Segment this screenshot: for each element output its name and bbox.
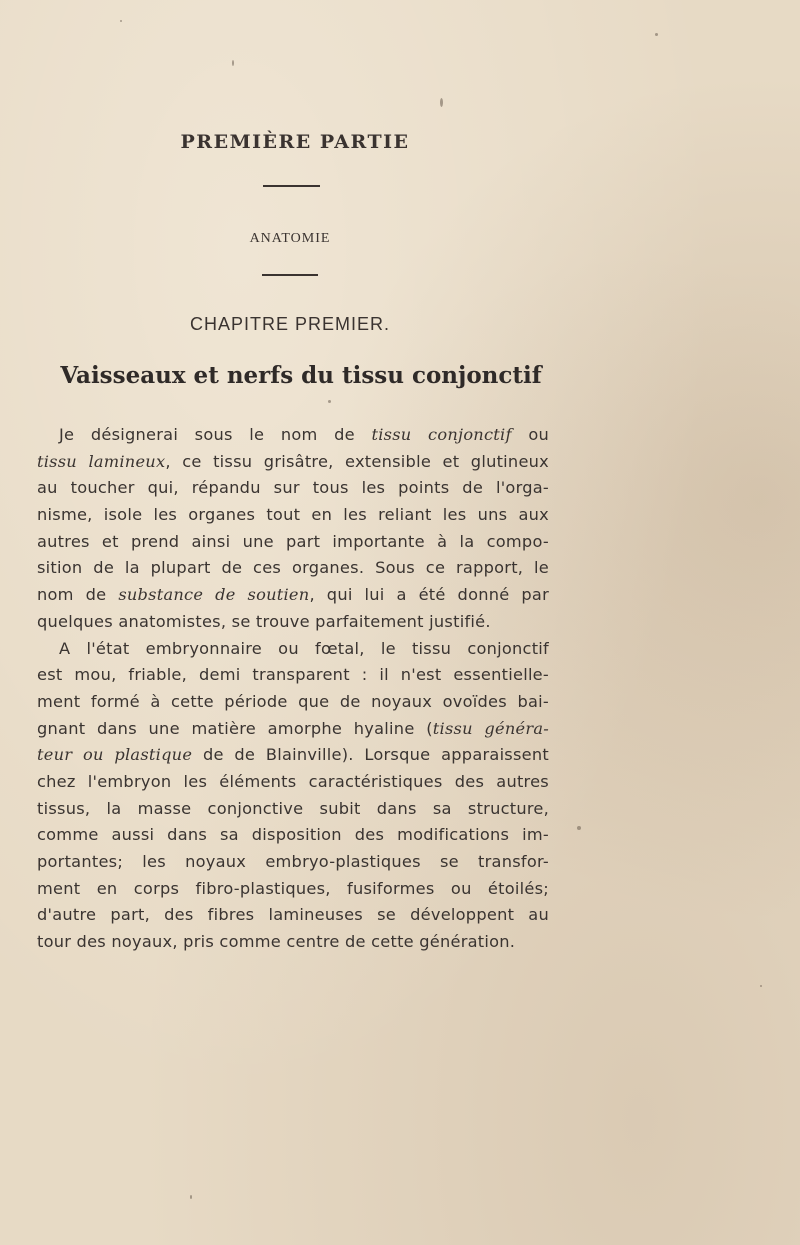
text-segment: , qui lui a été donné par (309, 585, 550, 605)
text-line (37, 529, 549, 556)
chapter-heading: Vaisseaux et nerfs du tissu conjonctif (60, 362, 542, 389)
text-line (37, 849, 549, 876)
text-segment: ment en corps fibro-plastiques, fusiformes ou étoilés; (37, 878, 549, 898)
paper-speck (440, 98, 443, 107)
text-segment: tour des noyaux, pris comme centre de cette génération. (37, 932, 516, 952)
text-segment: ou (511, 425, 549, 444)
text-line (37, 769, 549, 796)
text-line (37, 716, 549, 743)
paper-speck (760, 985, 762, 987)
part-title: PREMIÈRE PARTIE (180, 131, 410, 153)
paper-speck (655, 33, 658, 36)
text-segment: comme aussi dans sa disposition des modifications im- (37, 825, 549, 845)
chapter-label: CHAPITRE PREMIER. (189, 314, 391, 334)
text-line (37, 902, 549, 929)
text-line (37, 555, 549, 582)
text-segment: Je désignerai sous le nom de (59, 425, 372, 444)
text-line (37, 636, 549, 663)
text-segment: chez l'embryon les éléments caractéristiques des autres (37, 771, 549, 791)
text-segment: tissus, la masse conjonctive subit dans sa structure, (37, 798, 549, 818)
italic-term: substance de soutien (118, 585, 310, 605)
paper-speck (120, 20, 122, 22)
text-line (37, 582, 549, 609)
text-line (37, 876, 549, 903)
text-segment: A l'état embryonnaire ou fœtal, le tissu conjonctif (59, 638, 549, 658)
text-segment: nisme, isole les organes tout en les reliant les uns aux (37, 505, 549, 525)
text-segment: autres et prend ainsi une part importante à la compo- (37, 531, 549, 551)
text-segment: nom de (37, 585, 119, 605)
paper-speck (328, 400, 331, 403)
text-segment: quelques anatomistes, se trouve parfaitement justifié. (37, 611, 491, 631)
text-segment: sition de la plupart de ces organes. Sous ce rapport, le (37, 558, 549, 578)
italic-term: tissu lamineux (37, 451, 166, 471)
italic-term: tissu conjonctif (371, 425, 512, 444)
text-line (37, 502, 549, 529)
text-line (37, 449, 549, 476)
text-line (37, 929, 549, 956)
text-line (37, 822, 549, 849)
text-segment: gnant dans une matière amorphe hyaline ( (37, 718, 433, 738)
text-segment: ment formé à cette période que de noyaux ovoïdes bai- (37, 691, 549, 711)
text-segment: d'autre part, des fibres lamineuses se développent au (37, 905, 549, 925)
text-segment: de de Blainville). Lorsque apparaissent (192, 745, 549, 765)
text-line (37, 475, 549, 502)
text-line (37, 689, 549, 716)
text-line (37, 742, 549, 769)
paper-speck (577, 826, 581, 830)
section-title: ANATOMIE (249, 231, 331, 246)
paper-speck (190, 1195, 192, 1199)
text-line (37, 796, 549, 823)
italic-term: teur ou plastique (37, 745, 193, 765)
text-segment: portantes; les noyaux embryo-plastiques se transfor- (37, 852, 549, 871)
body-text (37, 422, 549, 956)
text-line (37, 662, 549, 689)
paper-speck (232, 60, 234, 66)
text-segment: est mou, friable, demi transparent : il n'est essentielle- (37, 665, 549, 685)
text-line (37, 422, 549, 449)
rule-divider-bottom (262, 274, 318, 276)
rule-divider-top (263, 185, 320, 187)
text-line (37, 609, 549, 636)
text-segment: au toucher qui, répandu sur tous les points de l'orga- (37, 478, 549, 498)
italic-term: tissu généra- (432, 718, 549, 738)
text-segment: , ce tissu grisâtre, extensible et glutineux (165, 451, 549, 471)
